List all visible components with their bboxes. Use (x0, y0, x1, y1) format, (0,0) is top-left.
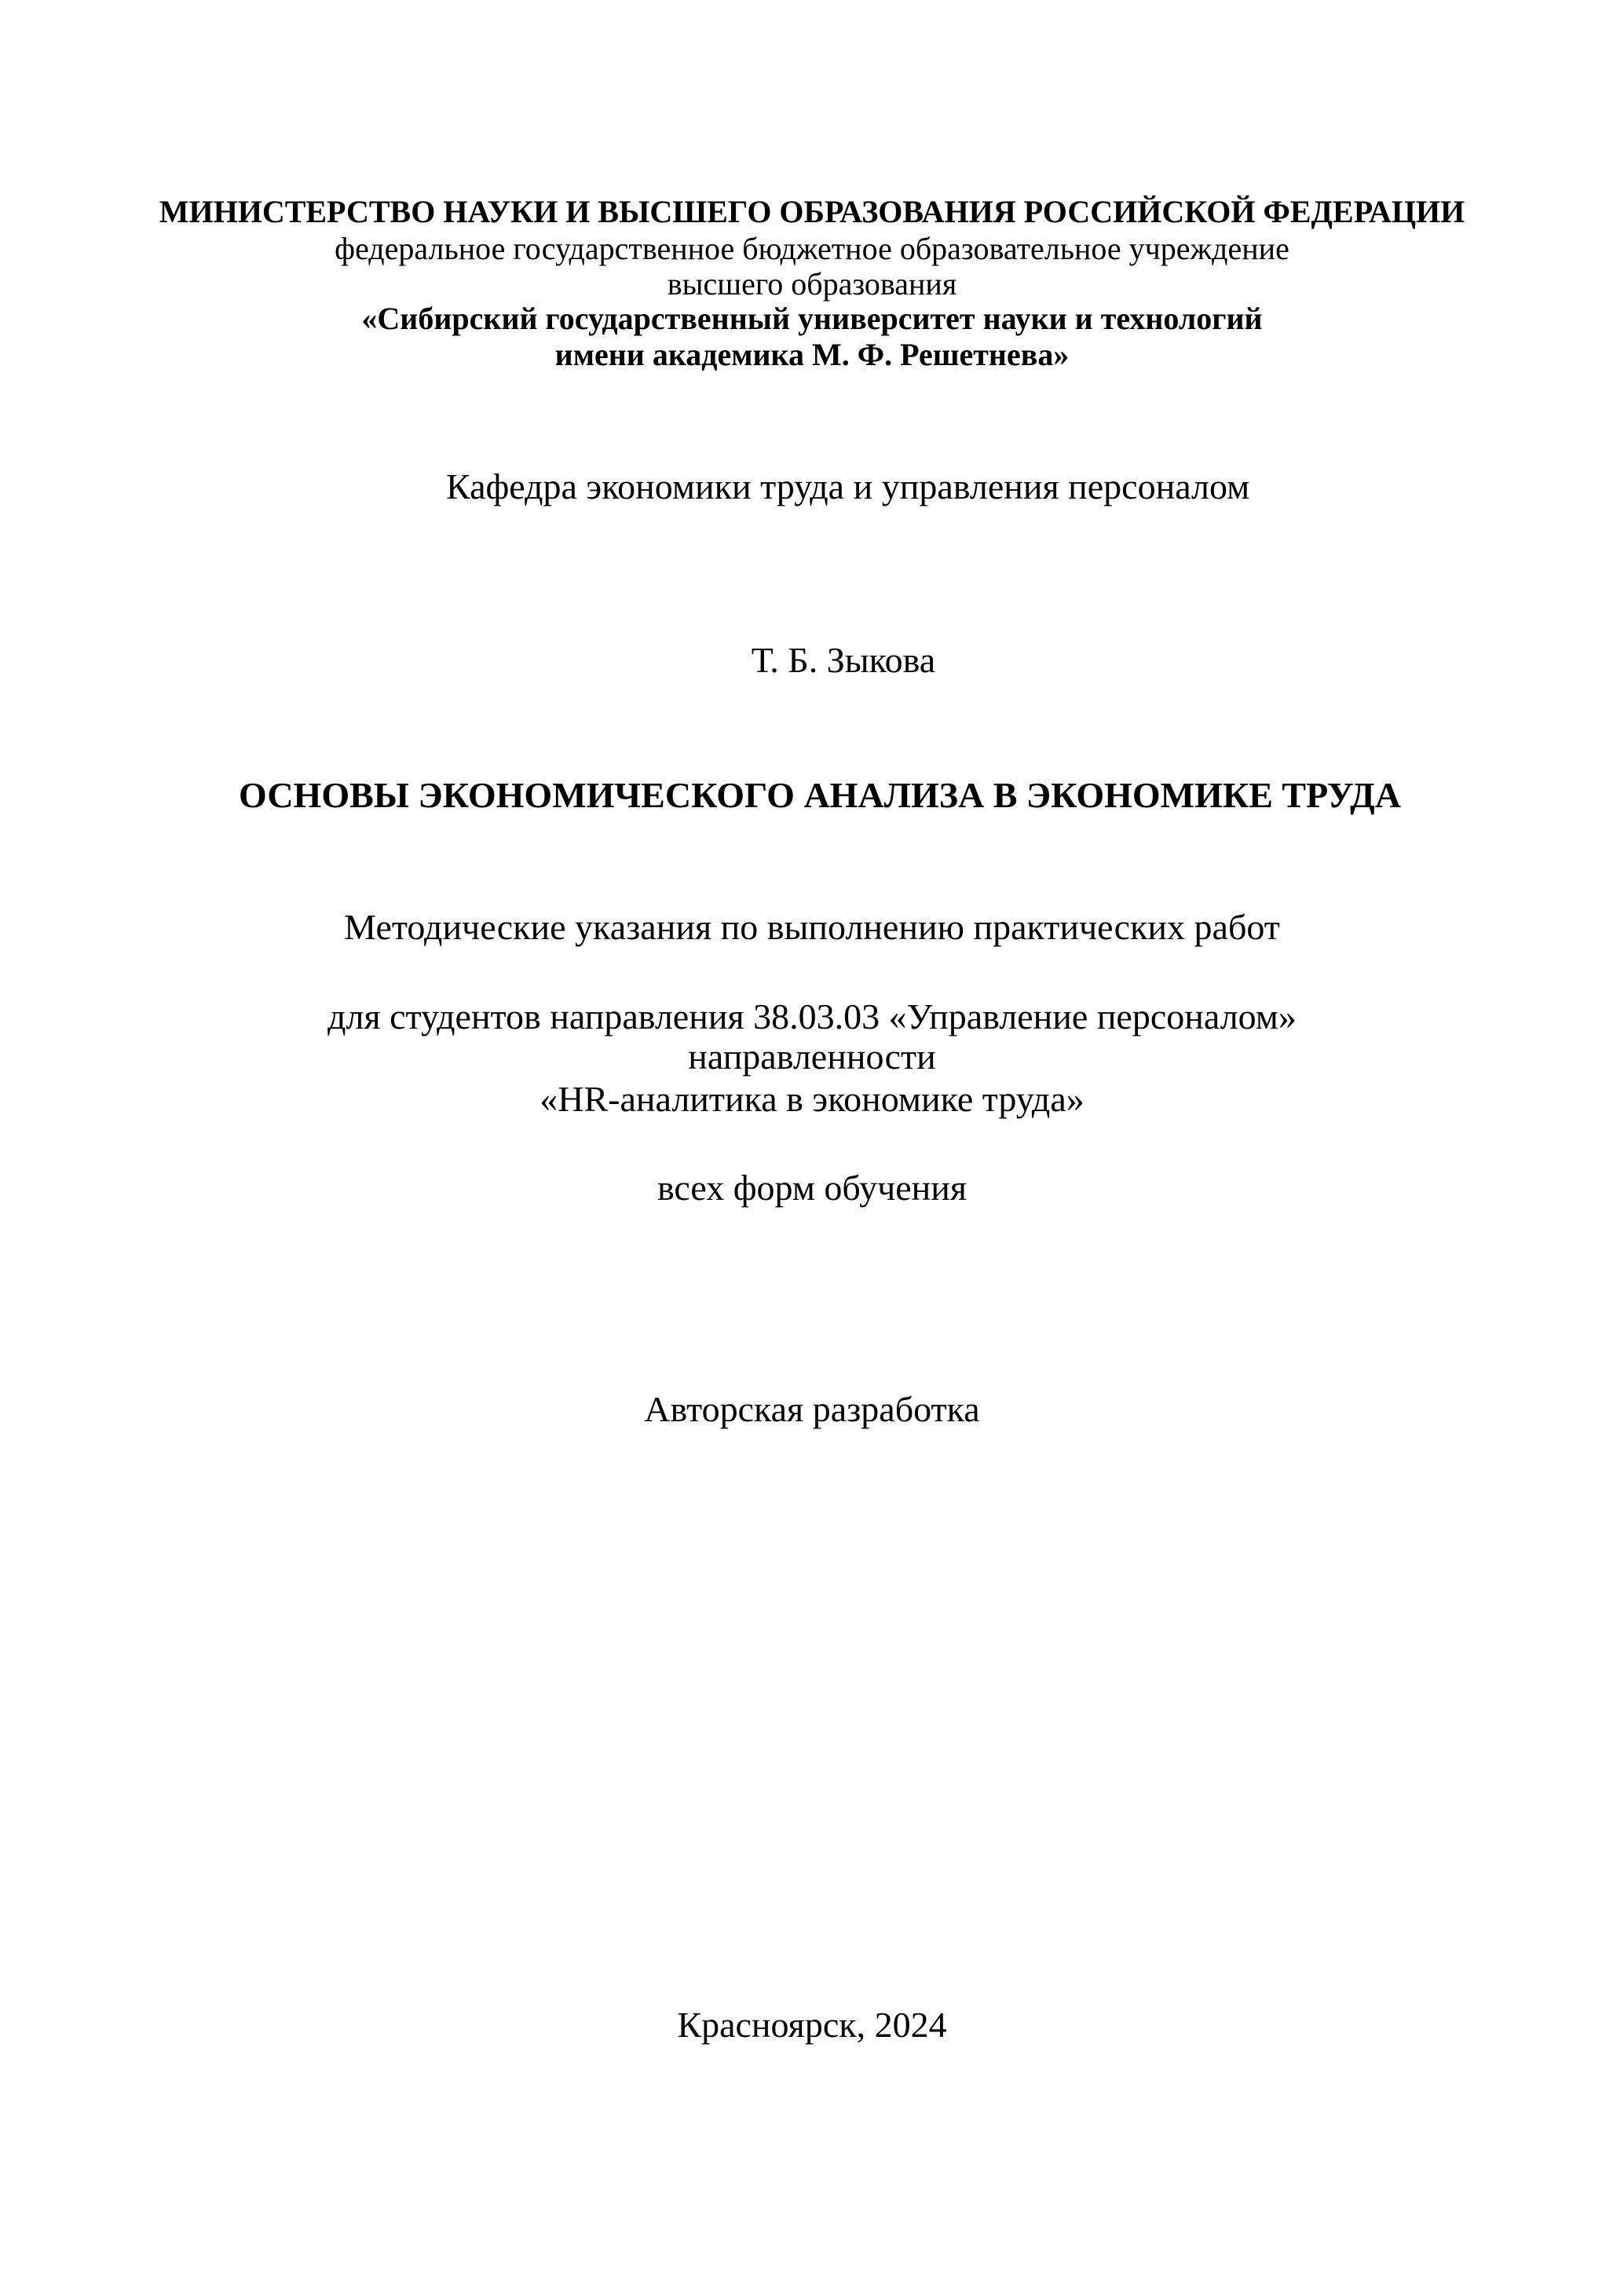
ministry-heading: МИНИСТЕРСТВО НАУКИ И ВЫСШЕГО ОБРАЗОВАНИЯ РОССИЙСКОЙ ФЕДЕРАЦИИ (159, 194, 1465, 229)
author-name: Т. Б. Зыкова (751, 640, 936, 680)
direction-word: направленности (688, 1036, 936, 1077)
document-title: ОСНОВЫ ЭКОНОМИЧЕСКОГО АНАЛИЗА В ЭКОНОМИКЕ ТРУДА (238, 775, 1402, 815)
city-year: Красноярск, 2024 (677, 2005, 947, 2045)
university-name-line1: «Сибирский государственный университет науки и технологий (361, 301, 1263, 336)
target-students: для студентов направления 38.03.03 «Управление персоналом» (327, 996, 1297, 1036)
institution-level: высшего образования (667, 266, 957, 302)
study-forms: всех форм обучения (657, 1168, 967, 1208)
university-name-line2: имени академика М. Ф. Решетнева» (554, 337, 1070, 372)
profile-name: «HR-аналитика в экономике труда» (540, 1079, 1084, 1119)
document-type: Методические указания по выполнению практических работ (344, 907, 1280, 947)
institution-type: федеральное государственное бюджетное образовательное учреждение (335, 231, 1289, 266)
department-name: Кафедра экономики труда и управления персоналом (446, 466, 1250, 506)
authorship-note: Авторская разработка (644, 1389, 980, 1429)
